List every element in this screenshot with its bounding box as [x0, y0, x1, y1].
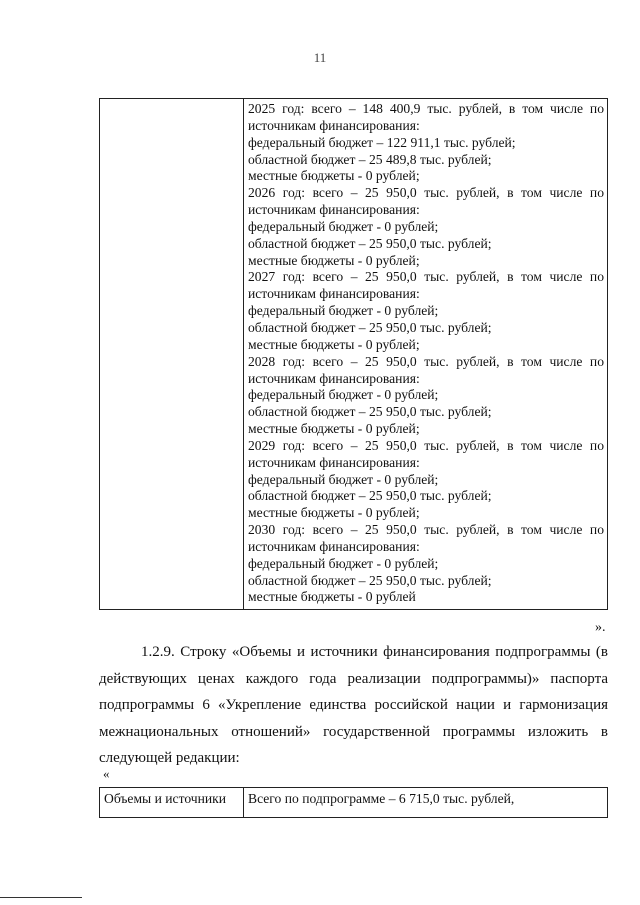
budget-line: федеральный бюджет - 0 рублей;	[248, 555, 439, 571]
footnote-rule	[0, 897, 82, 898]
budget-line: источникам финансирования:	[248, 202, 420, 218]
budget-line: местные бюджеты - 0 рублей;	[248, 421, 420, 437]
table-cell-values	[244, 99, 608, 610]
table-row	[100, 788, 608, 818]
budget-table	[99, 98, 608, 610]
budget-line: источникам финансирования:	[248, 370, 420, 386]
budget-line: 2027 год: всего – 25 950,0 тыс. рублей, в том числе по	[248, 269, 604, 285]
budget-line: местные бюджеты - 0 рублей;	[248, 252, 420, 268]
closing-quote: ».	[595, 620, 606, 635]
open-quote: «	[103, 766, 110, 781]
budget-line: федеральный бюджет - 0 рублей;	[248, 387, 439, 403]
paragraph-line: действующих ценах каждого года реализации подпрограммы)» паспорта	[99, 670, 608, 687]
budget-line: источникам финансирования:	[248, 538, 420, 554]
budget-line: 2028 год: всего – 25 950,0 тыс. рублей, в том числе по	[248, 353, 604, 369]
paragraph-line: 1.2.9. Строку «Объемы и источники финансирования подпрограммы (в	[141, 644, 608, 660]
budget-line: федеральный бюджет - 0 рублей;	[248, 218, 439, 234]
budget-line: источникам финансирования:	[248, 286, 420, 302]
paragraph-line: следующей редакции:	[99, 750, 240, 767]
paragraph-line: межнациональных отношений» государственной программы изложить в	[99, 723, 608, 740]
budget-line: федеральный бюджет - 0 рублей;	[248, 471, 439, 487]
budget-line: 2026 год: всего – 25 950,0 тыс. рублей, в том числе по	[248, 185, 604, 201]
budget-line: областной бюджет – 25 489,8 тыс. рублей;	[248, 151, 492, 167]
budget-line: областной бюджет – 25 950,0 тыс. рублей;	[248, 235, 492, 251]
budget-line: 2025 год: всего – 148 400,9 тыс. рублей, в том числе по	[248, 101, 604, 116]
table-row	[100, 99, 608, 610]
budget-line: областной бюджет – 25 950,0 тыс. рублей;	[248, 319, 492, 335]
budget-line: местные бюджеты - 0 рублей;	[248, 505, 420, 521]
budget-line: 2030 год: всего – 25 950,0 тыс. рублей, в том числе по	[248, 522, 604, 538]
budget-line: областной бюджет – 25 950,0 тыс. рублей;	[248, 572, 492, 588]
financing-label-cell: Объемы и источники	[100, 788, 244, 818]
budget-line: местные бюджеты - 0 рублей;	[248, 168, 420, 184]
page-number: 11	[313, 50, 327, 65]
budget-line: федеральный бюджет – 122 911,1 тыс. рублей;	[248, 134, 516, 150]
budget-line: местные бюджеты - 0 рублей	[248, 589, 416, 605]
budget-line: источникам финансирования:	[248, 454, 420, 470]
table-cell-label	[100, 99, 244, 610]
budget-line: областной бюджет – 25 950,0 тыс. рублей;	[248, 404, 492, 420]
financing-table	[99, 787, 608, 818]
paragraph-line: подпрограммы 6 «Укрепление единства российской нации и гармонизация	[99, 697, 608, 714]
budget-line: местные бюджеты - 0 рублей;	[248, 336, 420, 352]
amendment-paragraph	[99, 639, 608, 772]
budget-line: областной бюджет – 25 950,0 тыс. рублей;	[248, 488, 492, 504]
financing-value-cell: Всего по подпрограмме – 6 715,0 тыс. рублей,	[244, 788, 608, 818]
budget-line: источникам финансирования:	[248, 117, 420, 133]
budget-line: федеральный бюджет - 0 рублей;	[248, 303, 439, 319]
budget-line: 2029 год: всего – 25 950,0 тыс. рублей, в том числе по	[248, 437, 604, 453]
